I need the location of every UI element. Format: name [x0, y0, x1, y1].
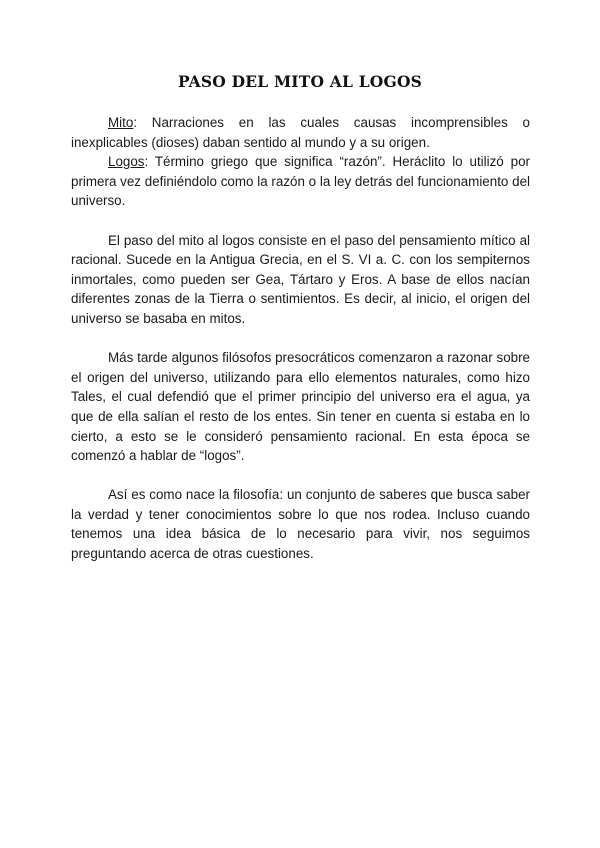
definition-mito — [71, 113, 530, 152]
definition-text-logos: : Término griego que significa “razón”. Heráclito lo utilizó por primera vez definiéndolo como la razón o la ley detrás del funcionamiento del universo. — [71, 154, 530, 209]
page-title: PASO DEL MITO AL LOGOS — [177, 72, 423, 91]
definition-logos — [71, 152, 530, 211]
definition-text-mito: : Narraciones en las cuales causas incomprensibles o inexplicables (dioses) daban sentido al mundo y a su origen. — [71, 115, 530, 150]
document-body — [71, 113, 530, 564]
paragraph-filosofia: Así es como nace la filosofía: un conjunto de saberes que busca saber la verdad y tener conocimientos sobre lo que nos rodea. Incluso cuando tenemos una idea básica de lo necesario para vivir, nos seguimos preguntando acerca de otras cuestiones. — [71, 487, 530, 562]
paragraph-mito-logos: El paso del mito al logos consiste en el paso del pensamiento mítico al racional. Sucede en la Antigua Grecia, en el S. VI a. C. con los sempiternos inmortales, como pueden ser Gea, Tártaro y Eros. A base de ellos nacían diferentes zonas de la Tierra o sentimientos. Es decir, al inicio, el origen del universo se basaba en mitos. — [71, 232, 530, 326]
definition-term-logos: Logos — [108, 154, 145, 170]
paragraph-presocraticos: Más tarde algunos filósofos presocráticos comenzaron a razonar sobre el origen del universo, utilizando para ello elementos naturales, como hizo Tales, el cual defendió que el primer principio del universo era el agua, ya que de ella salían el resto de los entes. Sin tener en cuenta si estaba en lo cierto, a esto se le consideró pensamiento racional. En esta época se comenzó a hablar de “logos”. — [71, 350, 530, 464]
definition-term-mito: Mito — [108, 115, 134, 130]
